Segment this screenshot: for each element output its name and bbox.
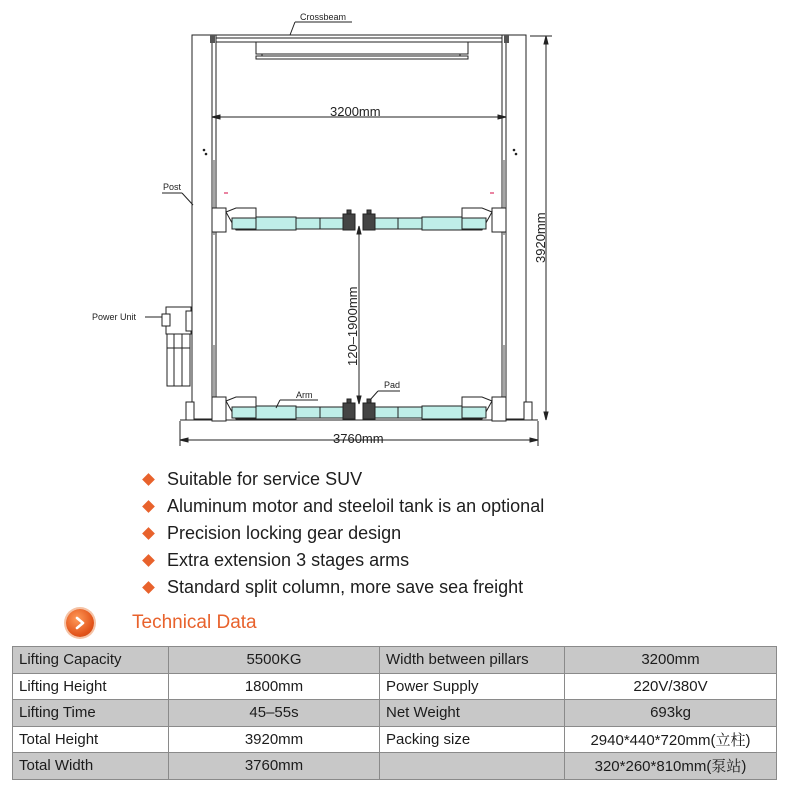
diamond-bullet-icon xyxy=(142,500,155,513)
diamond-bullet-icon xyxy=(142,473,155,486)
diamond-bullet-icon xyxy=(142,554,155,567)
crossbeam xyxy=(212,22,506,59)
upper-left-arm xyxy=(212,208,355,232)
section-title: Technical Data xyxy=(132,612,257,633)
feature-item: Precision locking gear design xyxy=(140,520,544,547)
diamond-bullet-icon xyxy=(142,527,155,540)
technical-data-table xyxy=(12,646,777,780)
diamond-bullet-icon xyxy=(142,581,155,594)
post-label: Post xyxy=(163,182,182,192)
power-unit xyxy=(145,307,192,386)
feature-item: Extra extension 3 stages arms xyxy=(140,547,544,574)
crossbeam-label: Crossbeam xyxy=(300,12,347,22)
dimension-total-width: 3760mm xyxy=(333,431,384,446)
feature-item: Suitable for service SUV xyxy=(140,466,544,493)
dimension-total-height: 3920mm xyxy=(533,212,548,263)
feature-item: Standard split column, more save sea freight xyxy=(140,574,544,601)
lower-left-arm xyxy=(212,397,355,421)
dimension-width-between-posts: 3200mm xyxy=(330,104,381,119)
table-row: Lifting Height 1800mm Power Supply 220V/380V xyxy=(13,673,777,700)
pad-label: Pad xyxy=(384,380,401,390)
table-row: Lifting Time 45–55s Net Weight 693kg xyxy=(13,700,777,727)
chevron-right-icon xyxy=(66,609,94,637)
upper-right-arm xyxy=(363,208,506,232)
dimension-lift-range-label: 120–1900mm xyxy=(345,286,360,366)
arm-label: Arm xyxy=(296,390,313,400)
table-row: Lifting Capacity 5500KG Width between pillars 3200mm xyxy=(13,647,777,674)
table-row: Total Height 3920mm Packing size 2940*440*720mm(立柱) xyxy=(13,726,777,753)
power-unit-label: Power Unit xyxy=(92,312,137,322)
feature-item: Aluminum motor and steeloil tank is an optional xyxy=(140,493,544,520)
lower-right-arm xyxy=(363,397,506,421)
technical-data-header xyxy=(66,608,257,638)
table-row: Total Width 3760mm 320*260*810mm(泵站) xyxy=(13,753,777,780)
feature-list xyxy=(140,466,544,601)
